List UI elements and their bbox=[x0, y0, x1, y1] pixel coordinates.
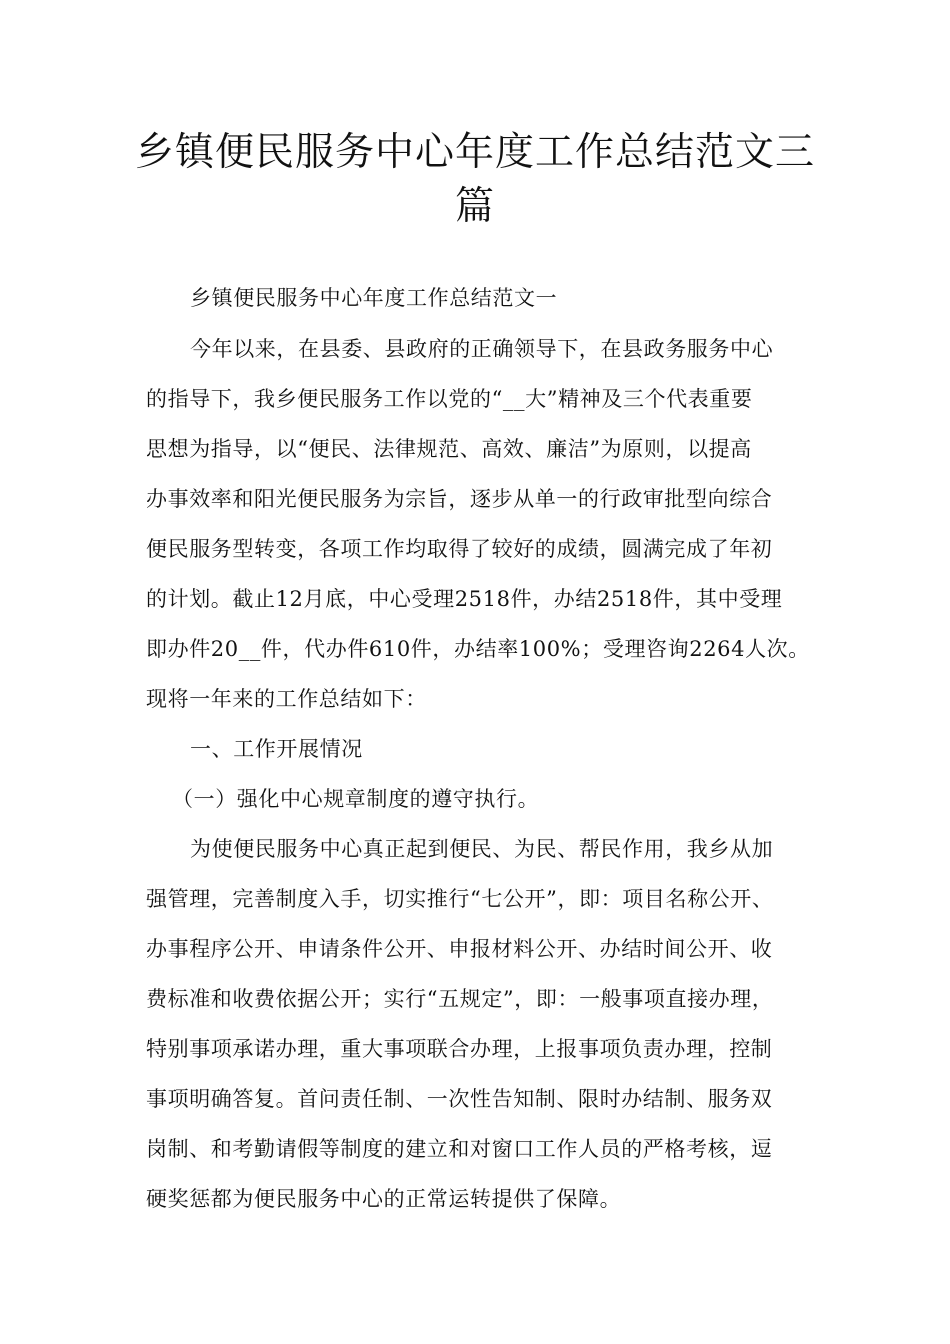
paragraph-line: 的指导下，我乡便民服务工作以党的“__大”精神及三个代表重要 bbox=[146, 387, 753, 411]
paragraph-line: 为使便民服务中心真正起到便民、为民、帮民作用，我乡从加 bbox=[190, 837, 774, 861]
paragraph-line: 特别事项承诺办理，重大事项联合办理，上报事项负责办理，控制 bbox=[146, 1037, 773, 1061]
paragraph-line: 即办件20__件，代办件610件，办结率100%；受理咨询2264人次。 bbox=[146, 637, 810, 661]
paragraph-line: 办事程序公开、申请条件公开、申报材料公开、办结时间公开、收 bbox=[146, 937, 773, 961]
paragraph-line: 硬奖惩都为便民服务中心的正常运转提供了保障。 bbox=[146, 1187, 622, 1211]
paragraph-line: 办事效率和阳光便民服务为宗旨，逐步从单一的行政审批型向综合 bbox=[146, 487, 773, 511]
section-heading-article-one: 乡镇便民服务中心年度工作总结范文一 bbox=[190, 286, 558, 310]
paragraph-line: 事项明确答复。首问责任制、一次性告知制、限时办结制、服务双 bbox=[146, 1087, 773, 1111]
paragraph-line: 岗制、和考勤请假等制度的建立和对窗口工作人员的严格考核，逗 bbox=[146, 1137, 773, 1161]
section-heading-work-status: 一、工作开展情况 bbox=[190, 737, 363, 761]
subsection-heading-rules: （一）强化中心规章制度的遵守执行。 bbox=[172, 787, 540, 811]
paragraph-line: 便民服务型转变，各项工作均取得了较好的成绩，圆满完成了年初 bbox=[146, 537, 773, 561]
paragraph-line: 思想为指导，以“便民、法律规范、高效、廉洁”为原则，以提高 bbox=[146, 437, 752, 461]
paragraph-line: 的计划。截止12月底，中心受理2518件，办结2518件，其中受理 bbox=[146, 587, 783, 611]
document-title bbox=[100, 126, 850, 234]
paragraph-line: 今年以来，在县委、县政府的正确领导下，在县政务服务中心 bbox=[190, 337, 774, 361]
paragraph-line: 费标准和收费依据公开；实行“五规定”，即：一般事项直接办理， bbox=[146, 987, 774, 1011]
title-line-1: 乡镇便民服务中心年度工作总结范文三 bbox=[134, 130, 815, 175]
paragraph-line: 现将一年来的工作总结如下： bbox=[146, 687, 427, 711]
title-line-2: 篇 bbox=[454, 184, 495, 229]
paragraph-line: 强管理，完善制度入手，切实推行“七公开”，即：项目名称公开、 bbox=[146, 887, 774, 911]
